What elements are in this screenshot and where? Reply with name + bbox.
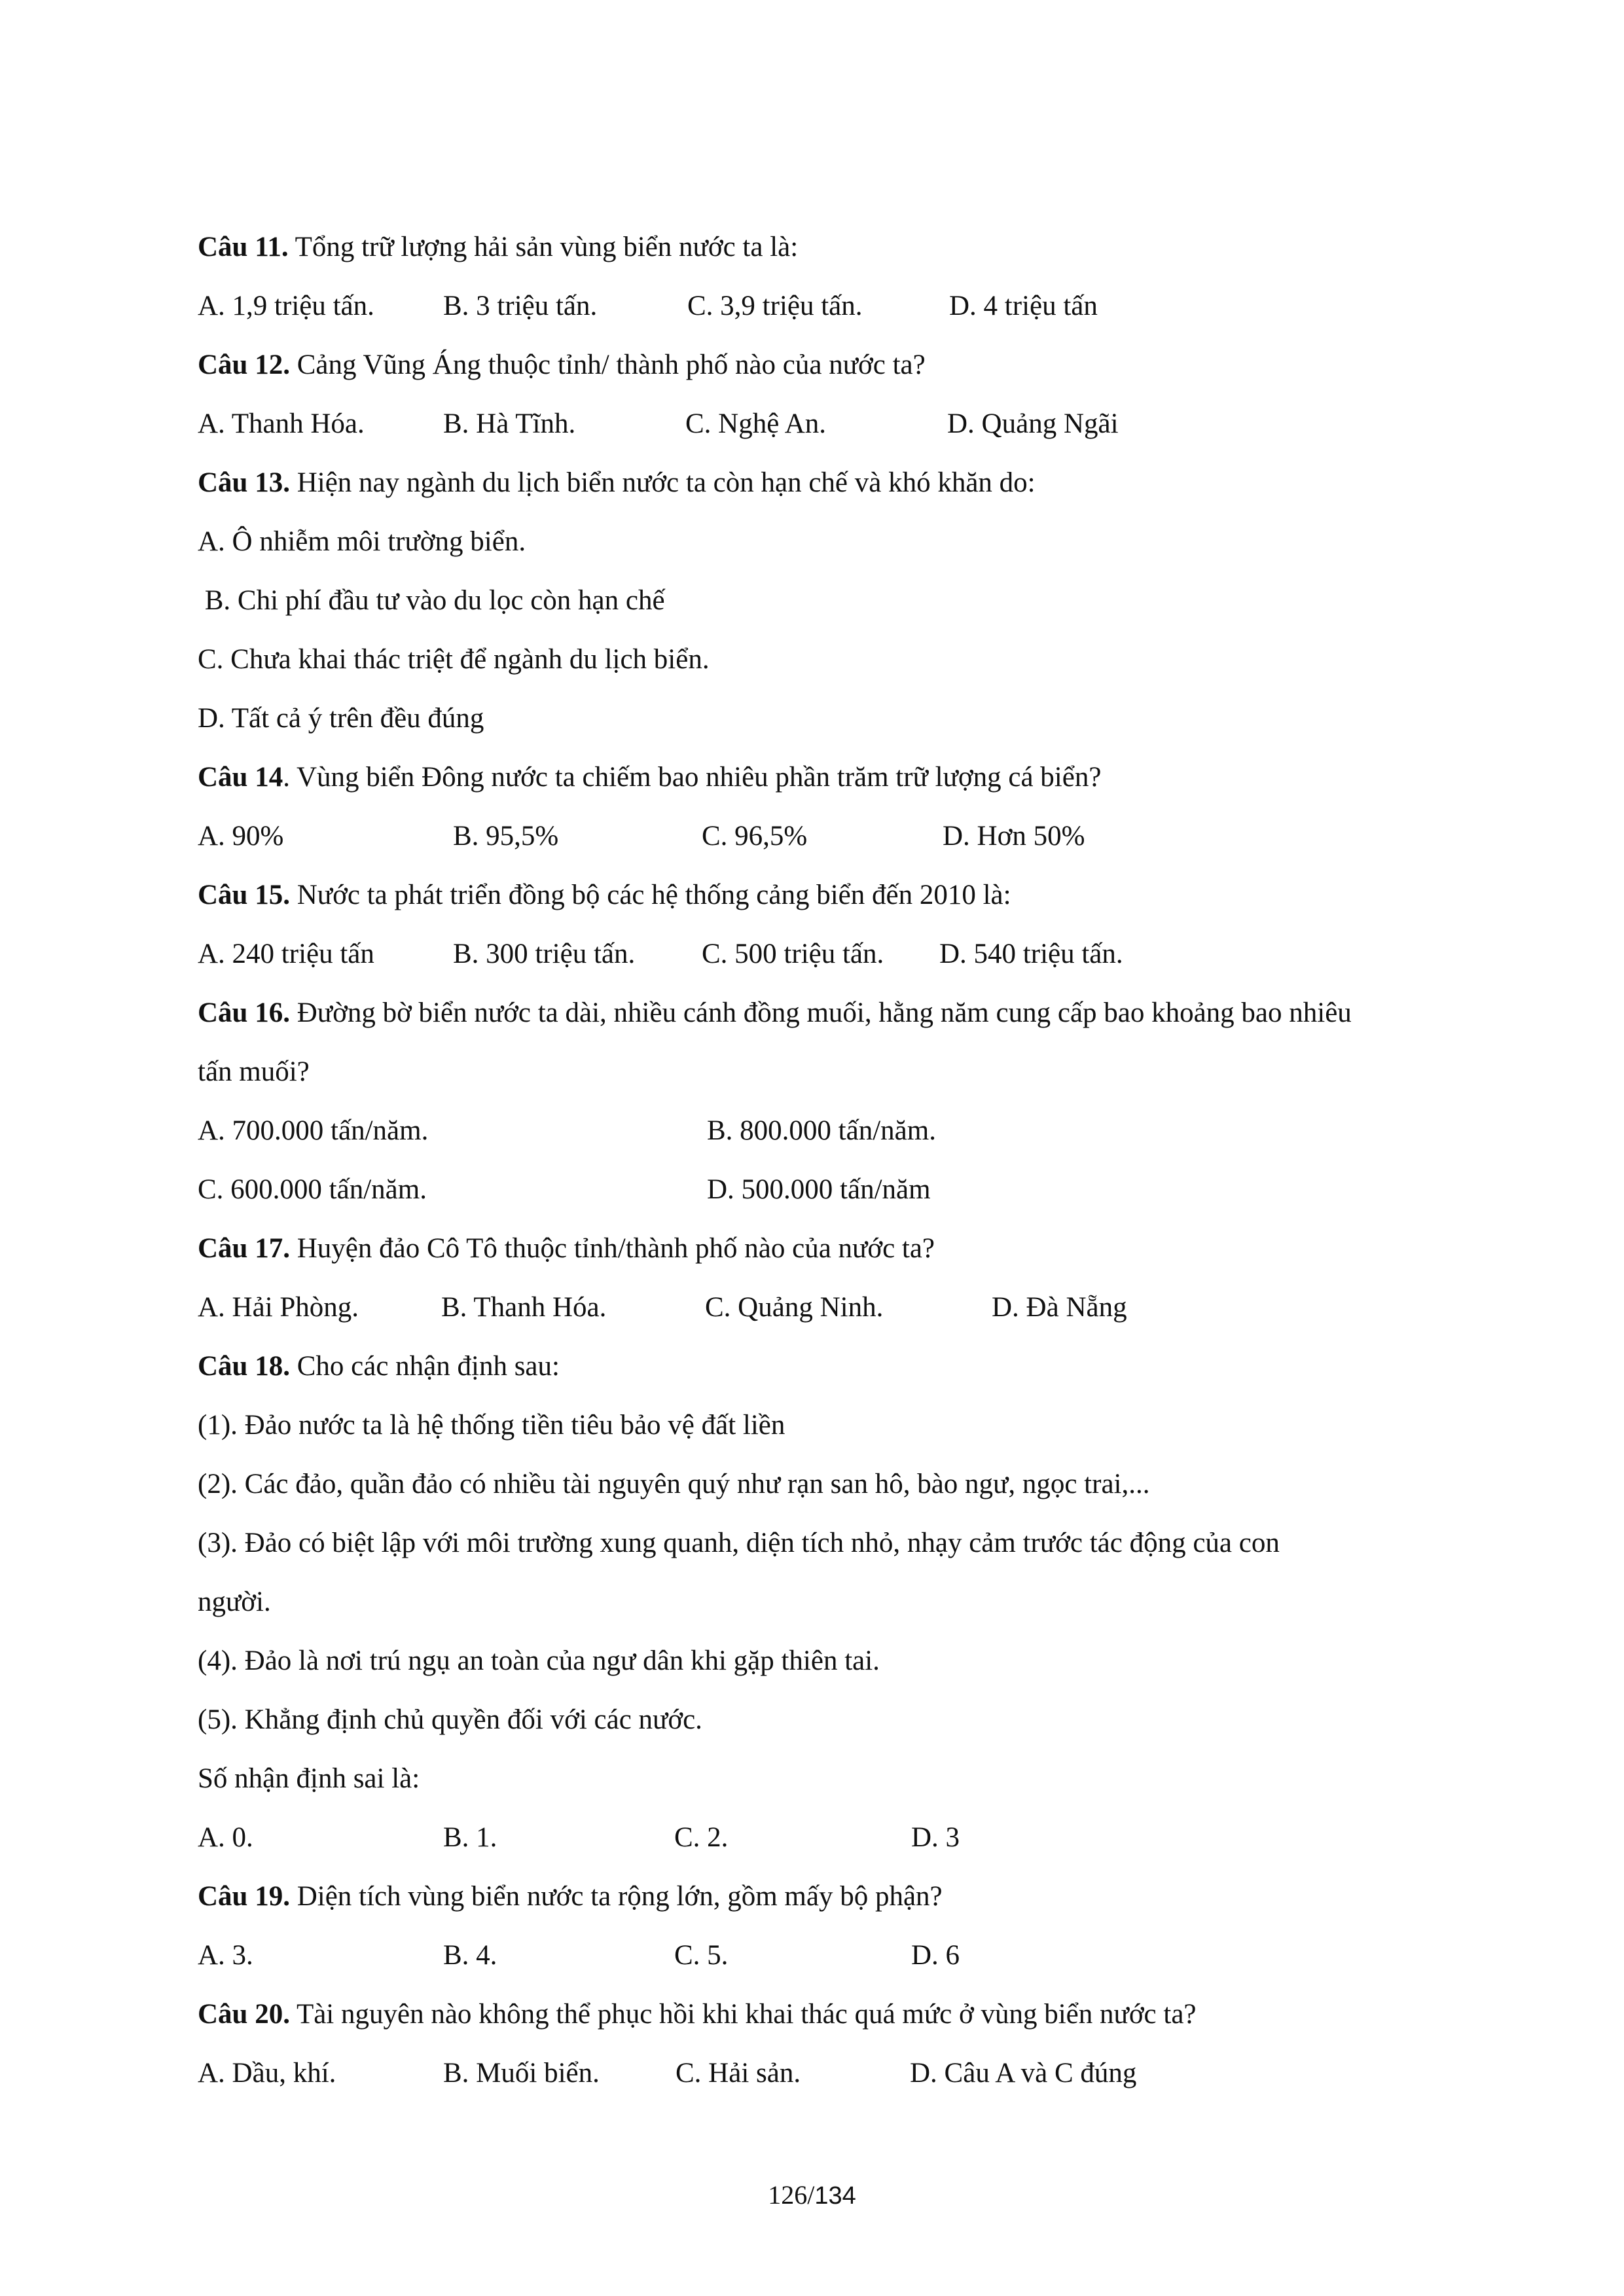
option-b: B. 4. [443,1940,497,1971]
option-d: D. 4 triệu tấn [949,291,1098,321]
question-number: Câu 17. [198,1233,290,1264]
question-text: Tổng trữ lượng hải sản vùng biển nước ta là: [288,232,799,262]
question-17 [198,1229,935,1268]
question-text: Diện tích vùng biển nước ta rộng lớn, gồm mấy bộ phận? [289,1881,943,1912]
option-c: C. 600.000 tấn/năm. [198,1174,427,1205]
option-b: B. 95,5% [453,821,559,852]
question-text: Nước ta phát triển đồng bộ các hệ thống cảng biển đến 2010 là: [289,880,1011,910]
question-18 [198,1347,560,1386]
question-prompt: Số nhận định sai là: [198,1763,420,1794]
option-b: B. 800.000 tấn/năm. [707,1115,936,1146]
statement-5: (5). Khẳng định chủ quyền đối với các nước. [198,1704,702,1735]
question-text: Tài nguyên nào không thể phục hồi khi khai thác quá mức ở vùng biển nước ta? [289,1999,1197,2030]
option-c: C. Chưa khai thác triệt để ngành du lịch biển. [198,644,710,675]
page-total: 134 [814,2182,856,2210]
question-12 [198,346,926,385]
option-a: A. 90% [198,821,284,852]
question-14 [198,758,1101,797]
question-text: Cảng Vũng Áng thuộc tỉnh/ thành phố nào của nước ta? [289,350,926,380]
question-text-continued: tấn muối? [198,1056,310,1087]
statement-3: (3). Đảo có biệt lập với môi trường xung quanh, diện tích nhỏ, nhạy cảm trước tác động của con [198,1528,1280,1558]
option-d: D. Hơn 50% [943,821,1085,852]
question-number: Câu 18. [198,1351,290,1382]
option-b: B. 3 triệu tấn. [443,291,598,321]
question-19 [198,1877,943,1916]
option-d: D. Quảng Ngãi [947,408,1119,439]
question-text: Huyện đảo Cô Tô thuộc tỉnh/thành phố nào của nước ta? [289,1233,935,1264]
option-d: D. Tất cả ý trên đều đúng [198,703,484,734]
question-text: Hiện nay ngành du lịch biển nước ta còn hạn chế và khó khăn do: [289,467,1036,498]
option-a: A. Thanh Hóa. [198,408,365,439]
question-number: Câu 12. [198,350,290,380]
option-c: C. 5. [674,1940,729,1971]
option-d: D. 3 [911,1822,960,1853]
option-a: A. 0. [198,1822,253,1853]
question-number: Câu 15. [198,880,290,910]
option-b: B. Hà Tĩnh. [443,408,576,439]
question-text: Cho các nhận định sau: [289,1351,560,1382]
option-b: B. 1. [443,1822,497,1853]
option-d: D. 540 triệu tấn. [939,939,1123,969]
option-a: A. Ô nhiễm môi trường biển. [198,526,526,557]
question-number: Câu 13. [198,467,290,498]
question-number: Câu 20. [198,1999,290,2030]
option-c: C. 96,5% [702,821,808,852]
option-d: D. Câu A và C đúng [910,2058,1137,2089]
statement-4: (4). Đảo là nơi trú ngụ an toàn của ngư dân khi gặp thiên tai. [198,1645,880,1676]
question-number: Câu 16. [198,997,290,1028]
option-a: A. Hải Phòng. [198,1292,359,1323]
question-text: Đường bờ biển nước ta dài, nhiều cánh đồng muối, hằng năm cung cấp bao khoảng bao nhiêu [289,997,1352,1028]
option-c: C. Nghệ An. [685,408,826,439]
option-c: C. 3,9 triệu tấn. [687,291,863,321]
option-b: B. Muối biển. [443,2058,600,2089]
question-13 [198,463,1036,503]
option-a: A. 1,9 triệu tấn. [198,291,374,321]
option-a: A. 700.000 tấn/năm. [198,1115,429,1146]
option-d: D. Đà Nẵng [992,1292,1127,1323]
page-current: 126/ [768,2180,815,2210]
question-11 [198,228,798,267]
option-c: C. Quảng Ninh. [705,1292,884,1323]
statement-2: (2). Các đảo, quần đảo có nhiều tài nguyên quý như rạn san hô, bào ngư, ngọc trai,... [198,1469,1150,1499]
question-16 [198,994,1352,1033]
option-b: B. 300 triệu tấn. [453,939,636,969]
question-text: . Vùng biển Đông nước ta chiếm bao nhiêu phần trăm trữ lượng cá biển? [283,762,1102,793]
option-b: B. Thanh Hóa. [441,1292,607,1323]
statement-3-continued: người. [198,1587,271,1617]
option-a: A. 3. [198,1940,253,1971]
question-20 [198,1995,1197,2034]
option-c: C. 2. [674,1822,729,1853]
option-d: D. 6 [911,1940,960,1971]
option-b: B. Chi phí đầu tư vào du lọc còn hạn chế [198,585,665,616]
option-a: A. 240 triệu tấn [198,939,374,969]
option-c: C. Hải sản. [676,2058,801,2089]
page-number [0,2179,1624,2210]
option-a: A. Dầu, khí. [198,2058,336,2089]
option-d: D. 500.000 tấn/năm [707,1174,931,1205]
option-c: C. 500 triệu tấn. [702,939,884,969]
question-15 [198,876,1011,915]
question-number: Câu 14 [198,762,283,793]
statement-1: (1). Đảo nước ta là hệ thống tiền tiêu bảo vệ đất liền [198,1410,785,1441]
question-number: Câu 11. [198,232,289,262]
question-number: Câu 19. [198,1881,290,1912]
